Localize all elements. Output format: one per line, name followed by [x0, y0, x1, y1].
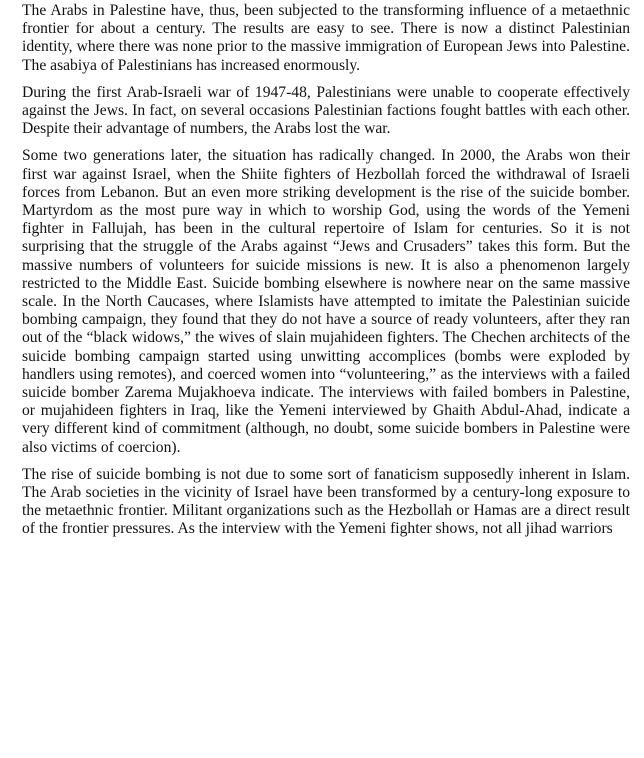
document-page: [22, 2, 630, 548]
paragraph-frontier-pressures: The rise of suicide bombing is not due to some sort of fanaticism supposedly inherent in Islam. The Arab societies in the vicinity of Israel have been transformed by a century-long exposure to the metaethnic frontier. Militant organizations such as the Hezbollah or Hamas are a direct result of the frontier pressures. As the interview with the Yemeni fighter shows, not all jihad warriors: [22, 465, 630, 538]
paragraph-palestinian-identity: The Arabs in Palestine have, thus, been subjected to the transforming influence of a metaethnic frontier for about a century. The results are easy to see. There is now a distinct Palestinian identity, where there was none prior to the massive immigration of European Jews into Palestine. The asabiya of Palestinians has increased enormously.: [22, 2, 630, 74]
paragraph-first-arab-israeli-war: During the first Arab-Israeli war of 1947-48, Palestinians were unable to cooperate effectively against the Jews. In fact, on several occasions Palestinian factions fought battles with each other. Despite their advantage of numbers, the Arabs lost the war.: [22, 83, 630, 138]
paragraph-suicide-bomber-rise: Some two generations later, the situation has radically changed. In 2000, the Arabs won their first war against Israel, when the Shiite fighters of Hezbollah forced the withdrawal of Israeli forces from Lebanon. But an even more striking development is the rise of the suicide bomber. Martyrdom as the most pure way in which to worship God, using the words of the Yemeni fighter in Fallujah, has been in the cultural repertoire of Islam for centuries. So it is not surprising that the struggle of the Arabs against “Jews and Crusaders” takes this form. But the massive numbers of volunteers for suicide missions is new. It is also a phenomenon largely restricted to the Middle East. Suicide bombing elsewhere is nowhere near on the same massive scale. In the North Caucases, where Islamists have attempted to imitate the Palestinian suicide bombing campaign, they found that they do not have a source of ready volunteers, after they ran out of the “black widows,” the wives of slain mujahideen fighters. The Chechen architects of the suicide bombing campaign started using unwitting accomplices (bombs were exploded by handlers using remotes), and coerced women into “volunteering,” as the interviews with a failed suicide bomber Zarema Mujakhoeva indicate. The interviews with failed bombers in Palestine, or mujahideen fighters in Iraq, like the Yemeni interviewed by Ghaith Abdul-Ahad, indicate a very different kind of commitment (although, no doubt, some suicide bombers in Palestine were also victims of coercion).: [22, 147, 630, 456]
